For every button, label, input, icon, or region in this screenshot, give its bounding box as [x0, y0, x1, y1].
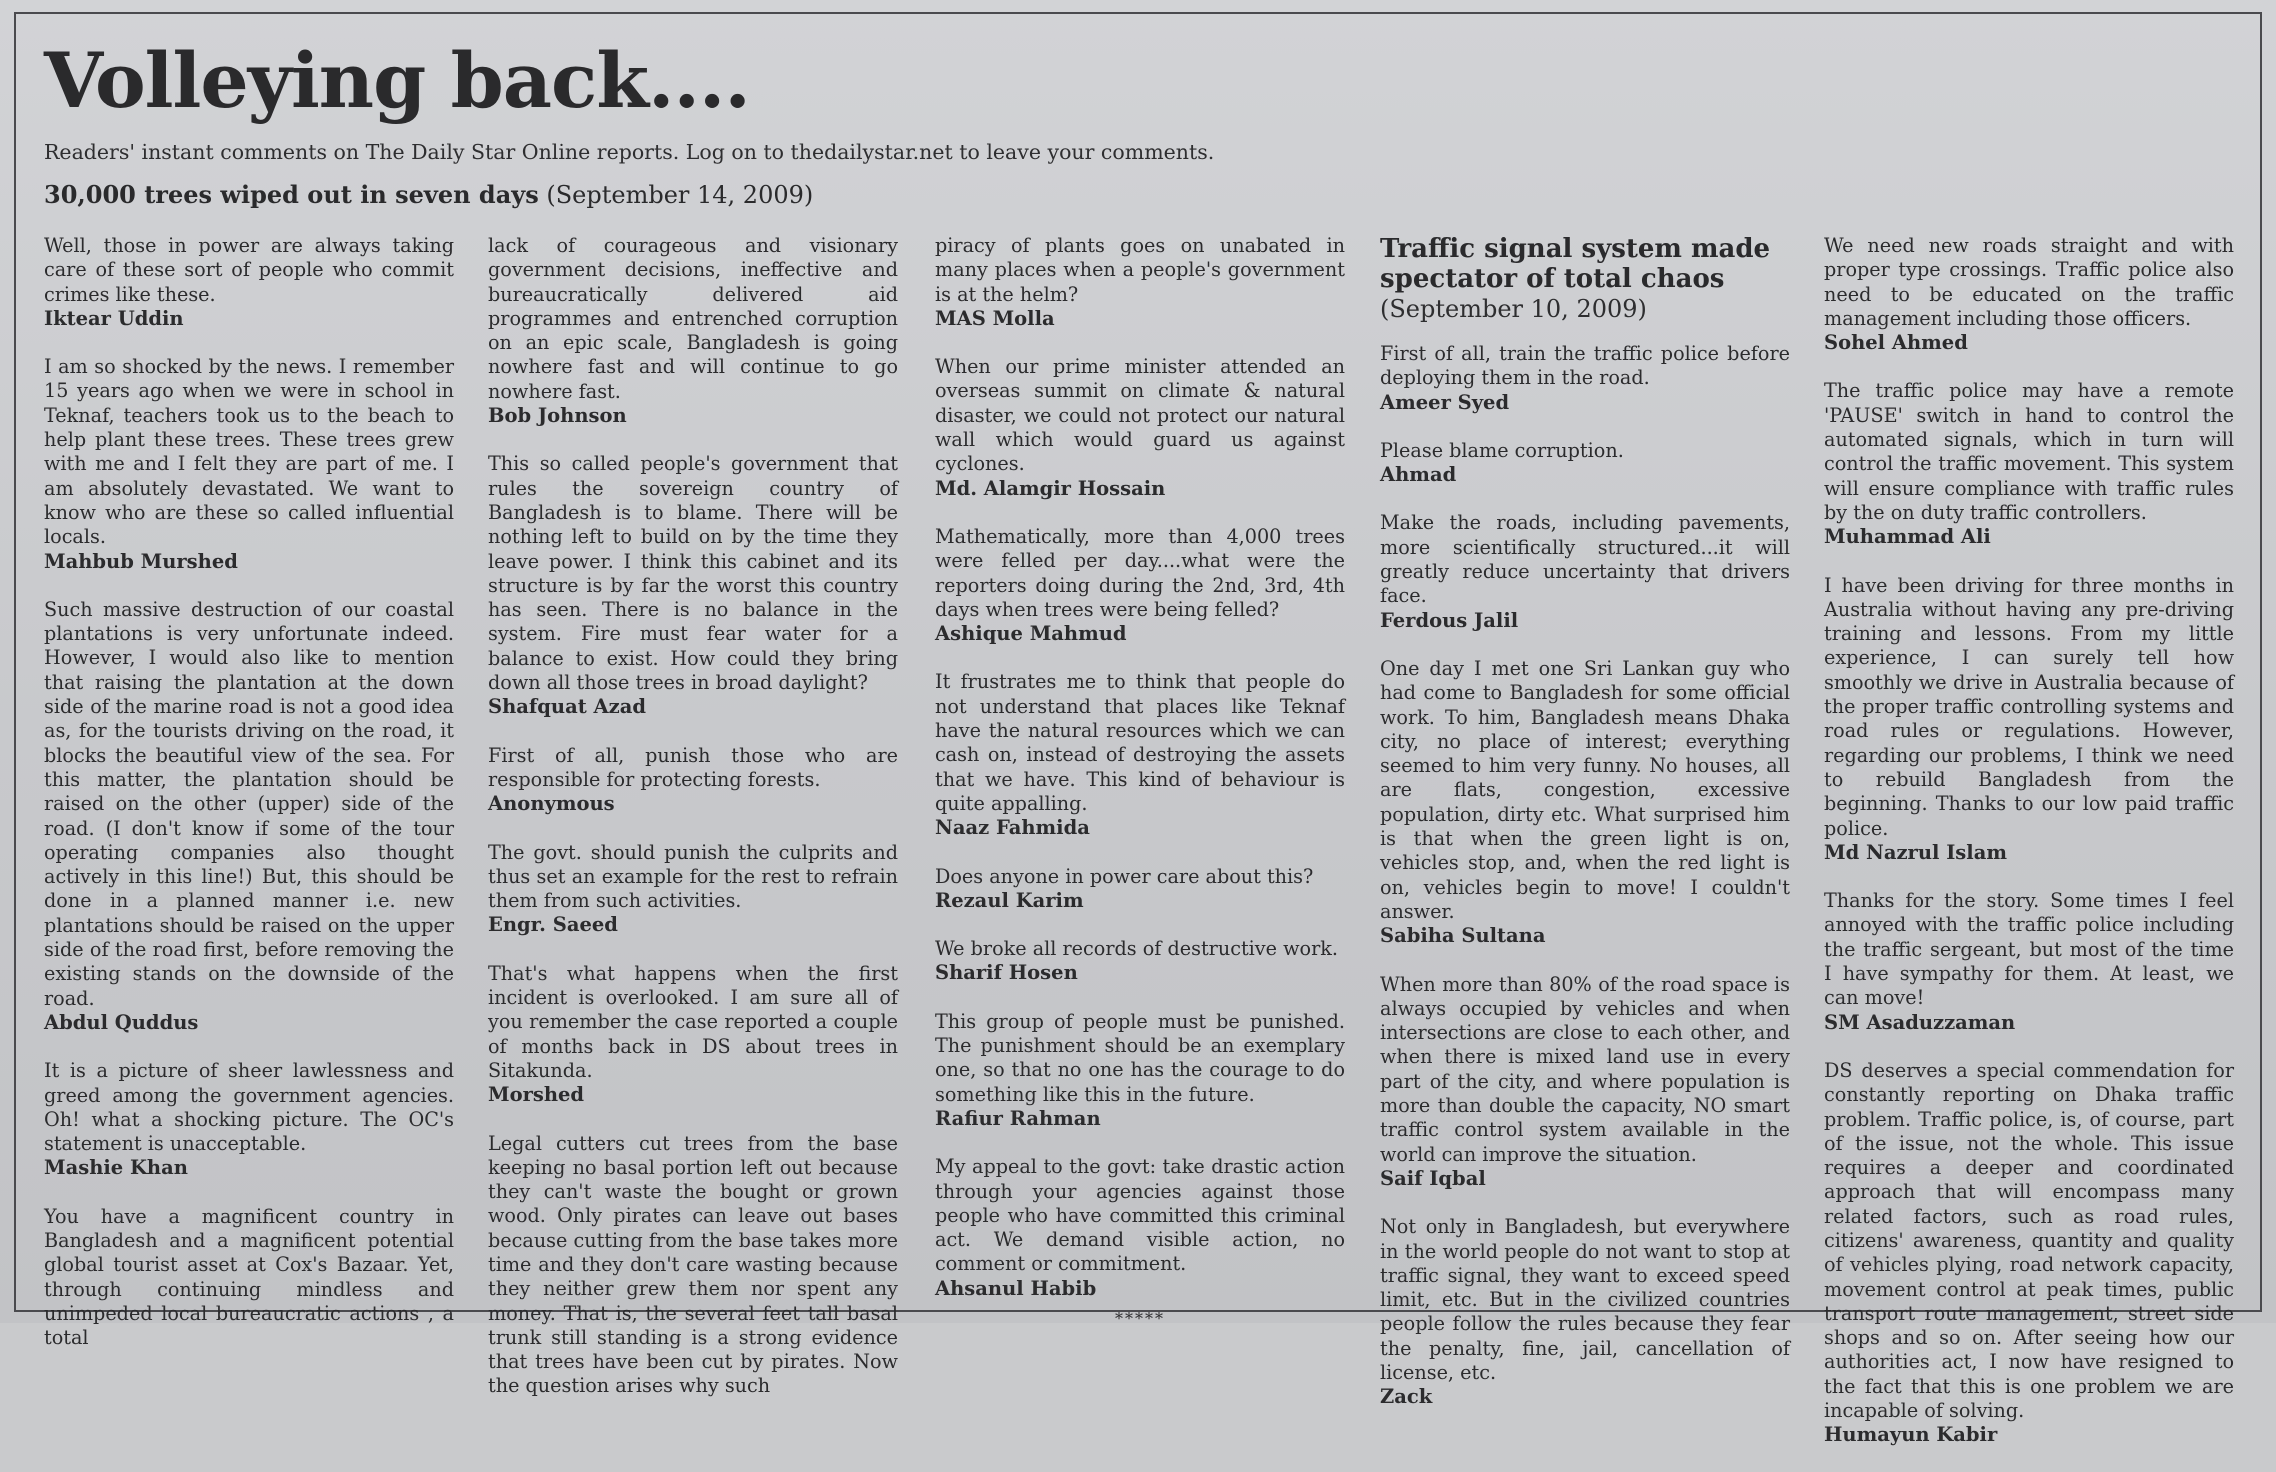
comment [935, 355, 1345, 501]
comment-author: Humayun Kabir [1824, 1423, 1998, 1447]
comment [1380, 439, 1790, 488]
column-3 [935, 234, 1345, 1331]
comment-author: Ashique Mahmud [935, 622, 1127, 646]
comment-text: That's what happens when the first incident is overlooked. I am sure all of you remember the case reported a couple of months back in DS about trees in Sitakunda. [488, 961, 898, 1082]
comment-text: The govt. should punish the culprits and thus set an example for the rest to refrain them from such activities. [488, 840, 898, 913]
comment [935, 1010, 1345, 1131]
topic-date: (September 14, 2009) [546, 181, 814, 209]
comment-text: The traffic police may have a remote 'PAUSE' switch in hand to control the automated signals, which in turn will control the traffic movement. This system will ensure compliance with traffic rules by the on duty traffic controllers. [1824, 379, 2234, 524]
comment [1380, 657, 1790, 949]
comment-author: Rezaul Karim [935, 888, 1084, 912]
comment [935, 234, 1345, 331]
comment [1824, 889, 2234, 1035]
comment-text: Not only in Bangladesh, but everywhere in the world people do not want to stop at traffic signal, they want to exceed speed limit, etc. But in the civilized countries people follow the rules because they fear the penalty, fine, jail, cancellation of license, etc. [1380, 1215, 1790, 1384]
comment-text: Well, those in power are always taking care of these sort of people who commit crimes like these. [44, 234, 454, 306]
topic-line [44, 180, 813, 209]
comment [488, 1132, 898, 1399]
comment-text: My appeal to the govt: take drastic action through your agencies against those people who have committed this criminal act. We demand visible action, no comment or commitment. [935, 1155, 1345, 1276]
comment-text: piracy of plants goes on unabated in many places when a people's government is at the helm? [935, 234, 1345, 306]
intro-line: Readers' instant comments on The Daily Star Online reports. Log on to thedailystar.net to leave your comments. [44, 140, 1215, 164]
end-mark: ***** [1115, 1308, 1165, 1328]
comment-text: We broke all records of destructive work. [935, 937, 1338, 961]
column-1 [44, 234, 454, 1374]
comment-text: I am so shocked by the news. I remember 15 years ago when we were in school in Teknaf, teachers took us to the beach to help plant these trees. These trees grew with me and I felt they are part of me. I am absolutely devastated. We want to know who are these so called influential locals. [44, 355, 454, 549]
comment [1380, 973, 1790, 1192]
comment-author: Mashie Khan [44, 1156, 188, 1180]
comment-text: Does anyone in power care about this? [935, 864, 1314, 888]
comment-text: DS deserves a special commendation for constantly reporting on Dhaka traffic problem. Traffic police, is, of course, part of the issue, not the whole. This issue requires a deeper and coordinated approach that will encompass many related factors, such as road rules, citizens' awareness, quantity and quality of vehicles plying, road network capacity, movement control at peak times, public transport route management, street side shops and so on. After seeing how our authorities act, I now have resigned to the fact that this is one problem we are incapable of solving. [1824, 1058, 2234, 1423]
comment [488, 841, 898, 938]
column-2 [488, 234, 898, 1423]
section-title: Traffic signal system made spectator of total chaos [1380, 234, 1771, 294]
comment-text: First of all, punish those who are responsible for protecting forests. [488, 743, 898, 791]
comment [1380, 342, 1790, 415]
comment [935, 865, 1345, 914]
comment-author: Abdul Quddus [44, 1010, 199, 1034]
comment-text: Please blame corruption. [1380, 438, 1624, 462]
comment [1824, 234, 2234, 355]
comment-text: Make the roads, including pavements, more scientifically structured...it will greatly reduce uncertainty that drivers face. [1380, 511, 1790, 608]
comment-text: Thanks for the story. Some times I feel annoyed with the traffic police including the traffic sergeant, but most of the time I have sympathy for them. At least, we can move! [1824, 889, 2234, 1010]
comment-text: Legal cutters cut trees from the base keeping no basal portion left out because they can't waste the bought or grown wood. Only pirates can leave out bases because cutting from the base takes more time and they don't care wasting because they neither grew them nor spent any money. That is, the several feet tall basal trunk still standing is a strong evidence that trees have been cut by pirates. Now the question arises why such [488, 1131, 898, 1398]
comment-text: This so called people's government that rules the sovereign country of Bangladesh is to blame. There will be nothing left to build on by the time they leave power. I think this cabinet and its structure is by far the worst this country has seen. There is no balance in the system. Fire must fear water for a balance to exist. How could they bring down all those trees in broad daylight? [488, 452, 898, 695]
comment-author: Shafquat Azad [488, 695, 646, 719]
comment [44, 1205, 454, 1351]
comment-author: Ferdous Jalil [1380, 608, 1519, 632]
comment-author: Sharif Hosen [935, 961, 1078, 985]
comment [1380, 511, 1790, 632]
comment [488, 234, 898, 428]
comment-author: Ahmad [1380, 463, 1457, 487]
comment-author: Muhammad Ali [1824, 525, 1991, 549]
comment-author: MAS Molla [935, 306, 1055, 330]
comment-text: Mathematically, more than 4,000 trees were felled per day....what were the reporters doing during the 2nd, 3rd, 4th days when trees were being felled? [935, 524, 1345, 621]
comment [488, 962, 898, 1108]
comment-text: It frustrates me to think that people do not understand that places like Teknaf have the natural resources which we can cash on, instead of destroying the assets that we have. This kind of behaviour is quite appalling. [935, 670, 1345, 815]
comment-author: Bob Johnson [488, 404, 627, 428]
comment [44, 355, 454, 574]
comment-text: One day I met one Sri Lankan guy who had come to Bangladesh for some official work. To him, Bangladesh means Dhaka city, no place of interest; everything seemed to him very funny. No houses, all are flats, congestion, excessive population, dirty etc. What surprised him is that when the green light is on, vehicles stop, and, when the red light is on, vehicles begin to move! I couldn't answer. [1380, 656, 1790, 923]
comment [1824, 1059, 2234, 1448]
column-5 [1824, 234, 2234, 1472]
comment [935, 937, 1345, 986]
comment-author: Iktear Uddin [44, 306, 184, 330]
comment-author: Md Nazrul Islam [1824, 840, 2007, 864]
comment-text: It is a picture of sheer lawlessness and greed among the government agencies. Oh! what a shocking picture. The OC's statement is unacceptable. [44, 1059, 454, 1156]
comment-author: Zack [1380, 1385, 1433, 1409]
comment [935, 1155, 1345, 1301]
comment-author: Ahsanul Habib [935, 1276, 1097, 1300]
section-date: (September 10, 2009) [1380, 295, 1647, 323]
column-4 [1380, 234, 1790, 1434]
comment-author: Sabiha Sultana [1380, 924, 1546, 948]
comment-author: Md. Alamgir Hossain [935, 476, 1166, 500]
comment-author: Naaz Fahmida [935, 816, 1090, 840]
comment [44, 598, 454, 1035]
headline: Volleying back.... [44, 36, 750, 125]
comment-text: We need new roads straight and with proper type crossings. Traffic police also need to be educated on the traffic management including those officers. [1824, 234, 2234, 330]
comment-author: Engr. Saeed [488, 913, 618, 937]
comment-author: SM Asaduzzaman [1824, 1010, 2016, 1034]
comment-author: Rafiur Rahman [935, 1106, 1101, 1130]
comment [488, 744, 898, 817]
comment-text: Such massive destruction of our coastal plantations is very unfortunate indeed. However, I would also like to mention that raising the plantation at the down side of the marine road is not a good idea as, for the tourists driving on the road, it blocks the beautiful view of the sea. For this matter, the plantation should be raised on the other (upper) side of the road. (I don't know if some of the tour operating companies also thought actively in this line!) But, this should be done in a planned manner i.e. new plantations should be raised on the upper side of the road first, before removing the existing stands on the downside of the road. [44, 597, 454, 1010]
comment-author: Saif Iqbal [1380, 1166, 1486, 1190]
comment [1824, 574, 2234, 866]
comment-text: This group of people must be punished. The punishment should be an exemplary one, so that no one has the courage to do something like this in the future. [935, 1009, 1345, 1106]
comment-author: Ameer Syed [1380, 390, 1510, 414]
comment-text: When our prime minister attended an overseas summit on climate & natural disaster, we could not protect our natural wall which would guard us against cyclones. [935, 355, 1345, 476]
comment-author: Morshed [488, 1083, 585, 1107]
comment [1824, 379, 2234, 549]
comment-text: First of all, train the traffic police before deploying them in the road. [1380, 342, 1790, 390]
comment [44, 1059, 454, 1180]
comment [1380, 1215, 1790, 1409]
comment [488, 452, 898, 719]
comment [935, 670, 1345, 840]
comment-text: When more than 80% of the road space is always occupied by vehicles and when intersections are close to each other, and when there is mixed land use in every part of the city, and where population is more than double the capacity, NO smart traffic control system available in the world can improve the situation. [1380, 972, 1790, 1166]
comment-text: You have a magnificent country in Bangladesh and a magnificent potential global tourist asset at Cox's Bazaar. Yet, through continuing mindless and unimpeded local bureaucratic actions , a total [44, 1204, 454, 1350]
comment [935, 525, 1345, 646]
comment-author: Mahbub Murshed [44, 549, 238, 573]
comment-author: Anonymous [488, 792, 615, 816]
topic-title: 30,000 trees wiped out in seven days [44, 180, 539, 209]
comment-text: I have been driving for three months in Australia without having any pre-driving training and lessons. From my little experience, I can surely tell how smoothly we drive in Australia because of the proper traffic controlling systems and road rules or regulations. However, regarding our problems, I think we need to rebuild Bangladesh from the beginning. Thanks to our low paid traffic police. [1824, 573, 2234, 840]
comment-text: lack of courageous and visionary government decisions, ineffective and bureaucratically delivered aid programmes and entrenched corruption on an epic scale, Bangladesh is going nowhere fast and will continue to go nowhere fast. [488, 234, 898, 403]
comment [44, 234, 454, 331]
comment-author: Sohel Ahmed [1824, 331, 1968, 355]
